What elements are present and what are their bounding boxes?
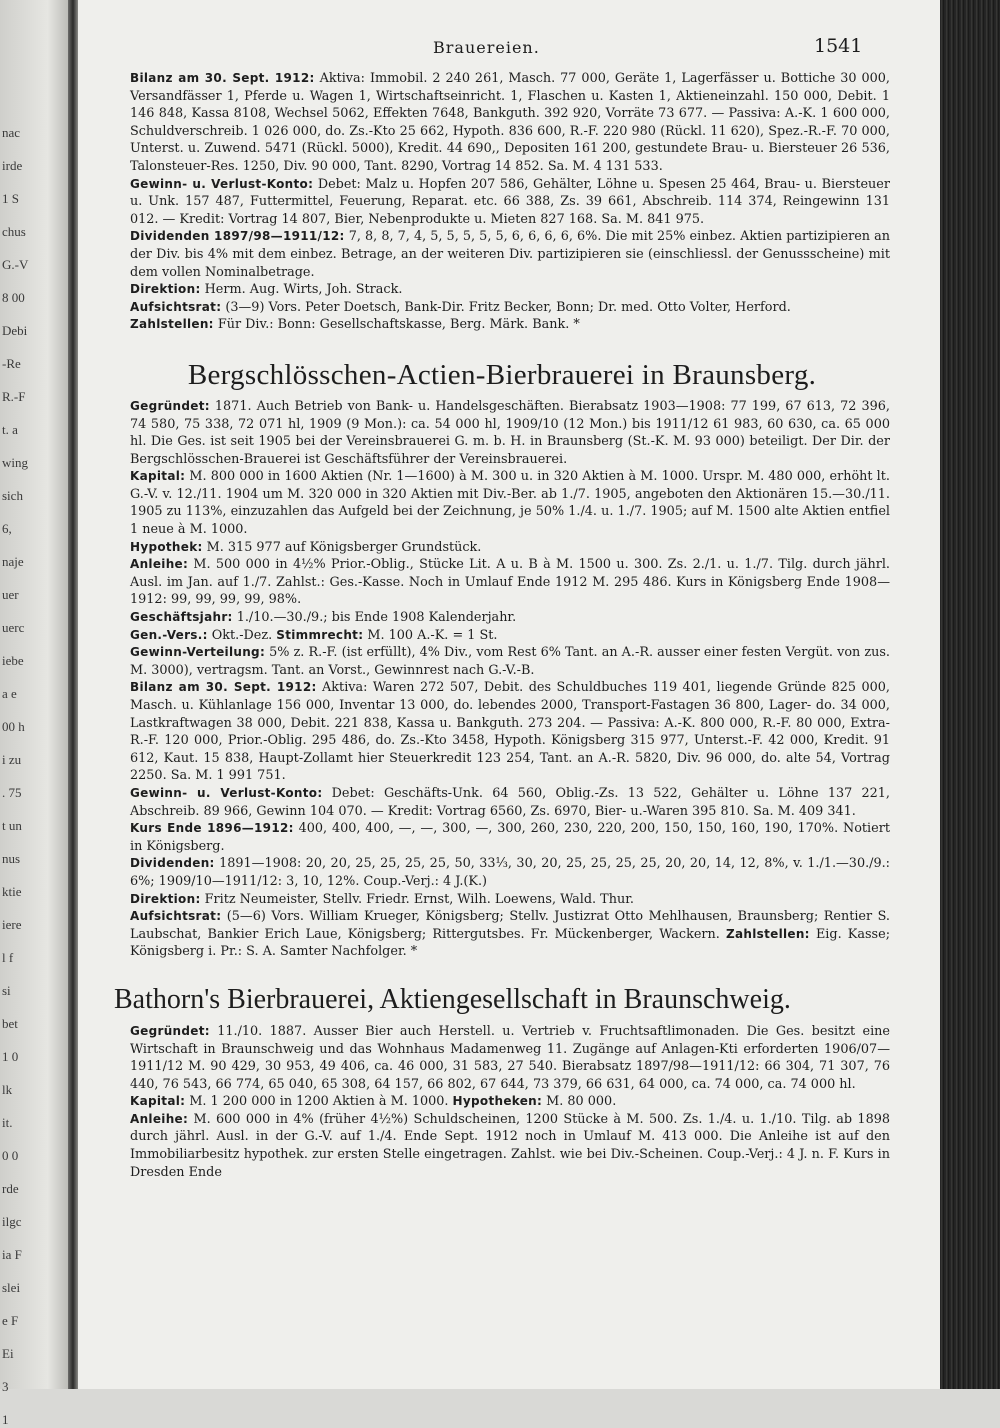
margin-fragment: wing	[2, 455, 28, 470]
entry-text: M. 315 977 auf Königsberger Grundstück.	[202, 539, 482, 555]
entry-paragraph	[114, 908, 890, 961]
margin-fragment: uerc	[2, 620, 25, 635]
entry-label: Stimmrecht:	[276, 627, 364, 642]
margin-fragment: ilgc	[2, 1214, 22, 1229]
entry-text: M. 500 000 in 4½% Prior.-Oblig., Stücke Lit. A u. B à M. 1500 u. 300. Zs. 2./1. u. 1./7. Tilg. durch jährl. Ausl. im Jan. auf 1./7. Zahlst.: Ges.-Kasse. Noch in Umlauf Ende 1912 M. 295 486. Kurs in Königsberg Ende 1908—1912: 99, 99, 99, 99, 98%.	[130, 557, 890, 608]
margin-fragment: t un	[2, 818, 22, 833]
margin-fragment: i zu	[2, 752, 22, 767]
margin-fragment: Debi	[2, 323, 28, 338]
entry-label: Direktion:	[130, 282, 201, 297]
margin-fragment: nus	[2, 851, 21, 866]
entry-label: Bilanz am 30. Sept. 1912:	[130, 680, 317, 695]
entry-paragraph	[114, 70, 890, 176]
entry-paragraph	[114, 176, 890, 229]
entry-label: Zahlstellen:	[726, 926, 810, 941]
entry-paragraph	[114, 679, 890, 785]
margin-fragment: rde	[2, 1181, 19, 1196]
page-content	[114, 70, 890, 1181]
margin-fragment: 00 h	[2, 719, 25, 734]
margin-fragment: e F	[2, 1313, 19, 1328]
section-bathorn	[114, 1023, 890, 1181]
entry-text: 7, 8, 8, 7, 4, 5, 5, 5, 5, 5, 6, 6, 6, 6, 6%. Die mit 25% einbez. Aktien partizipieren an der Div. bis 4% mit dem einbez. Betrage, an der weiteren Div. partizipieren sie (einschliessl. der Genussscheine) mit dem vollen Nominalbetrage.	[130, 229, 890, 280]
entry-paragraph	[114, 281, 890, 299]
margin-fragment: 1 S	[2, 191, 19, 206]
entry-label: Hypotheken:	[452, 1094, 543, 1109]
entry-label: Gegründet:	[130, 398, 210, 413]
margin-fragment: bet	[2, 1016, 18, 1031]
entry-label: Kurs Ende 1896—1912:	[130, 821, 294, 836]
entry-text: 5% z. R.-F. (ist erfüllt), 4% Div., vom Rest 6% Tant. an A.-R. ausser einer festen Vergüt. von zus. M. 3000), vertragsm. Tant. an Vorst., Gewinnrest nach G.-V.-B.	[130, 645, 890, 678]
margin-fragment: irde	[2, 158, 23, 173]
entry-label: Dividenden 1897/98—1911/12:	[130, 229, 345, 244]
entry-text: 1./10.—30./9.; bis Ende 1908 Kalenderjahr.	[232, 610, 517, 626]
page-number: 1541	[814, 35, 863, 57]
entry-label: Gegründet:	[130, 1023, 210, 1038]
margin-fragment: 3	[2, 1379, 9, 1394]
entry-text: (5—6) Vors. William Krueger, Königsberg; Stellv. Justizrat Otto Mehlhausen, Braunsberg; Rentier S. Laubschat, Bankier Erich Laue, Königsberg; Rittergutsbes. Fr. Mückenberger, Wackern.	[130, 909, 890, 942]
entry-text: Okt.-Dez.	[207, 627, 277, 643]
margin-fragment: ia F	[2, 1247, 22, 1262]
entry-paragraph	[114, 1023, 890, 1093]
entry-paragraph	[114, 627, 890, 645]
margin-fragment: slei	[2, 1280, 21, 1295]
entry-paragraph	[114, 398, 890, 468]
book-gutter	[68, 0, 78, 1389]
entry-label: Bilanz am 30. Sept. 1912:	[130, 71, 315, 85]
entry-text: M. 100 A.-K. = 1 St.	[363, 627, 498, 643]
entry-paragraph	[114, 855, 890, 890]
entry-paragraph	[114, 468, 890, 538]
margin-fragment: 1	[2, 1412, 9, 1427]
heading-bergschloesschen: Bergschlösschen-Actien-Bierbrauerei in Braunsberg.	[187, 358, 817, 391]
margin-fragment: t. a	[2, 422, 18, 437]
entry-text: Debet: Malz u. Hopfen 207 586, Gehälter, Löhne u. Spesen 25 464, Brau- u. Biersteuer u. Unk. 157 487, Futtermittel, Feuerung, Reparat. etc. 66 388, Zs. 39 661, Abschreib. 114 374, Reingewinn 131 012. — Kredit: Vortrag 14 807, Bier, Nebenprodukte u. Mieten 827 168. Sa. M. 841 975.	[130, 176, 890, 227]
entry-text: Aktiva: Immobil. 2 240 261, Masch. 77 000, Geräte 1, Lagerfässer u. Bottiche 30 000, Versandfässer 1, Pferde u. Wagen 1, Wirtschaftseinricht. 1, Flaschen u. Kasten 1, Aktieneinzahl. 150 000, Debit. 1 146 848, Kassa 8108, Wechsel 5062, Effekten 7648, Bankguth. 392 920, Vorräte 73 677. — Passiva: A.-K. 1 600 000, Schuldverschreib. 1 026 000, do. Zs.-Kto 25 662, Hypoth. 836 600, R.-F. 220 980 (Rückl. 11 620), Spez.-R.-F. 70 000, Unterst. u. Zuwend. 5471 (Rückl. 5000), Kredit. 44 690,, Depositen 161 200, gestundete Brau- u. Biersteuer 26 536, Talonsteuer-Res. 1250, Div. 90 000, Tant. 8290, Vortrag 14 852. Sa. M. 4 131 533.	[130, 71, 890, 174]
entry-label: Anleihe:	[130, 557, 189, 572]
entry-text: 1891—1908: 20, 20, 25, 25, 25, 25, 50, 33⅓, 30, 20, 25, 25, 25, 25, 20, 20, 14, 12, 8%, v. 1./1.—30./9.: 6%; 1909/10—1911/12: 3, 10, 12%. Coup.-Verj.: 4 J.(K.)	[130, 856, 890, 889]
entry-text: Fritz Neumeister, Stellv. Friedr. Ernst, Wilh. Loewens, Wald. Thur.	[200, 891, 634, 907]
margin-fragment: Ei	[2, 1346, 14, 1361]
entry-label: Kapital:	[130, 469, 186, 484]
entry-text: 400, 400, 400, —, —, 300, —, 300, 260, 230, 220, 200, 150, 150, 160, 190, 170%. Notiert in Königsberg.	[130, 821, 890, 854]
entry-paragraph	[114, 1093, 890, 1111]
entry-label: Hypothek:	[130, 539, 203, 554]
margin-fragment: R.-F	[2, 389, 26, 404]
entry-label: Direktion:	[130, 891, 201, 906]
entry-paragraph	[114, 644, 890, 679]
running-title: Brauereien.	[433, 38, 540, 57]
page-edge-stack	[940, 0, 1000, 1389]
margin-fragment: iebe	[2, 653, 24, 668]
section-bergschloesschen	[114, 398, 890, 961]
entry-label: Gewinn- u. Verlust-Konto:	[130, 785, 323, 800]
entry-label: Geschäftsjahr:	[130, 610, 233, 625]
left-page-strip	[0, 0, 68, 1427]
entry-label: Kapital:	[130, 1094, 186, 1109]
entry-text: Herm. Aug. Wirts, Joh. Strack.	[200, 282, 403, 298]
entry-text: (3—9) Vors. Peter Doetsch, Bank-Dir. Fritz Becker, Bonn; Dr. med. Otto Volter, Herford.	[221, 299, 791, 315]
entry-text: M. 1 200 000 in 1200 Aktien à M. 1000.	[185, 1094, 453, 1110]
margin-fragment: uer	[2, 587, 19, 602]
entry-text: Für Div.: Bonn: Gesellschaftskasse, Berg. Märk. Bank. *	[213, 317, 580, 333]
entry-label: Aufsichtsrat:	[130, 909, 222, 924]
margin-fragment: a e	[2, 686, 17, 701]
entry-text: Aktiva: Waren 272 507, Debit. des Schuldbuches 119 401, liegende Gründe 825 000, Masch. u. Kühlanlage 156 000, Inventar 13 000, do. lebendes 2000, Transport-Fastagen 36 800, Lager- do. 34 000, Lastkraftwagen 38 000, Debit. 221 838, Kassa u. Bankguth. 273 204. — Passiva: A.-K. 800 000, R.-F. 80 000, Extra-R.-F. 120 000, Prior.-Oblig. 295 486, do. Zs.-Kto 3458, Hypoth. Königsberg 315 977, Unterst.-F. 42 000, Kredit. 91 612, Kaut. 15 838, Haupt-Zollamt hier Steuerkredit 123 254, Tant. an A.-R. 5820, Div. 96 000, do. alte 54, Vortrag 2250. Sa. M. 1 991 751.	[130, 680, 890, 784]
margin-fragment: ktie	[2, 884, 22, 899]
entry-paragraph	[114, 316, 890, 334]
entry-paragraph	[114, 609, 890, 627]
margin-fragment: sich	[2, 488, 23, 503]
margin-fragment: lk	[2, 1082, 13, 1097]
margin-fragment: 6,	[2, 521, 12, 536]
entry-paragraph	[114, 1111, 890, 1181]
margin-fragment: G.-V	[2, 257, 29, 272]
section-brewery-bonn	[114, 70, 890, 334]
margin-fragment: . 75	[2, 785, 22, 800]
entry-text: 11./10. 1887. Ausser Bier auch Herstell. u. Vertrieb v. Fruchtsaftlimonaden. Die Ges. besitzt eine Wirtschaft in Braunschweig und das Wohnhaus Madamenweg 11. Zugänge auf Anlagen-Kti erforderten 1906/07—1911/12 M. 90 429, 30 953, 49 406, ca. 46 000, 31 583, 27 540. Bierabsatz 1897/98—1911/12: 66 304, 71 307, 76 440, 76 543, 66 774, 65 040, 65 308, 64 157, 66 802, 67 644, 73 379, 66 631, 64 000, ca. 74 000, ca. 74 000 hl.	[130, 1023, 890, 1092]
margin-fragment: l f	[2, 950, 14, 965]
entry-text: Eig. Kasse; Königsberg i. Pr.: S. A. Samter Nachfolger. *	[130, 926, 891, 960]
margin-fragment: naje	[2, 554, 24, 569]
margin-fragment: -Re	[2, 356, 21, 371]
entry-paragraph	[114, 299, 890, 317]
margin-fragment: iere	[2, 917, 22, 932]
entry-text: M. 800 000 in 1600 Aktien (Nr. 1—1600) à M. 300 u. in 320 Aktien à M. 1000. Urspr. M. 480 000, erhöht lt. G.-V. v. 12./11. 1904 um M. 320 000 in 320 Aktien mit Div.-Ber. ab 1./7. 1905, angeboten den Aktionären 15.—30./11. 1905 zu 113%, einzuzahlen das Aufgeld bei der Zeichnung, je 50% 1./4. u. 1./7. 1905; auf M. 1500 alte Aktien entfiel 1 neue à M. 1000.	[130, 469, 890, 538]
entry-text: Debet: Geschäfts-Unk. 64 560, Oblig.-Zs. 13 522, Gehälter u. Löhne 137 221, Abschreib. 89 966, Gewinn 104 070. — Kredit: Vortrag 6560, Zs. 6970, Bier- u.-Waren 395 810. Sa. M. 409 341.	[130, 785, 890, 819]
entry-label: Gewinn-Verteilung:	[130, 645, 266, 660]
entry-label: Anleihe:	[130, 1111, 189, 1126]
heading-bathorn: Bathorn's Bierbrauerei, Aktiengesellschaft in Braunschweig.	[114, 983, 791, 1015]
entry-paragraph	[114, 539, 890, 557]
entry-text: 1871. Auch Betrieb von Bank- u. Handelsgeschäften. Bierabsatz 1903—1908: 77 199, 67 613, 72 396, 74 580, 75 338, 72 071 hl, 1909 (9 Mon.): ca. 54 000 hl, 1909/10 (12 Mon.) bis 1911/12 61 983, 60 630, ca. 65 000 hl. Die Ges. ist seit 1905 bei der Vereinsbrauerei G. m. b. H. in Braunsberg (St.-K. M. 93 000) beteiligt. Der Dir. der Bergschlösschen-Brauerei ist Geschäftsführer der Vereinsbrauerei.	[130, 398, 890, 467]
entry-label: Dividenden:	[130, 856, 215, 871]
entry-paragraph	[114, 785, 890, 820]
margin-fragment: nac	[2, 125, 21, 140]
page-header	[78, 35, 940, 60]
entry-paragraph	[114, 820, 890, 855]
margin-fragment: chus	[2, 224, 26, 239]
margin-fragment: 0 0	[2, 1148, 19, 1163]
margin-fragment: 1 0	[2, 1049, 19, 1064]
entry-label: Aufsichtsrat:	[130, 299, 222, 314]
entry-paragraph	[114, 228, 890, 281]
entry-label: Gewinn- u. Verlust-Konto:	[130, 176, 314, 191]
document-page	[78, 0, 940, 1389]
entry-label: Gen.-Vers.:	[130, 627, 208, 642]
margin-fragment: si	[2, 983, 11, 998]
margin-fragment: 8 00	[2, 290, 25, 305]
entry-text: M. 80 000.	[542, 1094, 617, 1110]
entry-text: M. 600 000 in 4% (früher 4½%) Schuldscheinen, 1200 Stücke à M. 500. Zs. 1./4. u. 1./10. Tilg. ab 1898 durch jährl. Ausl. in der G.-V. auf 1./4. Ende Sept. 1912 noch in Umlauf M. 413 000. Die Anleihe ist auf den Immobiliarbesitz hypothek. zur ersten Stelle eingetragen. Zahlst. wie bei Div.-Scheinen. Coup.-Verj.: 4 J. n. F. Kurs in Dresden Ende	[130, 1111, 890, 1180]
entry-paragraph	[114, 891, 890, 909]
margin-fragment: it.	[2, 1115, 13, 1130]
entry-paragraph	[114, 556, 890, 609]
entry-label: Zahlstellen:	[130, 317, 214, 332]
